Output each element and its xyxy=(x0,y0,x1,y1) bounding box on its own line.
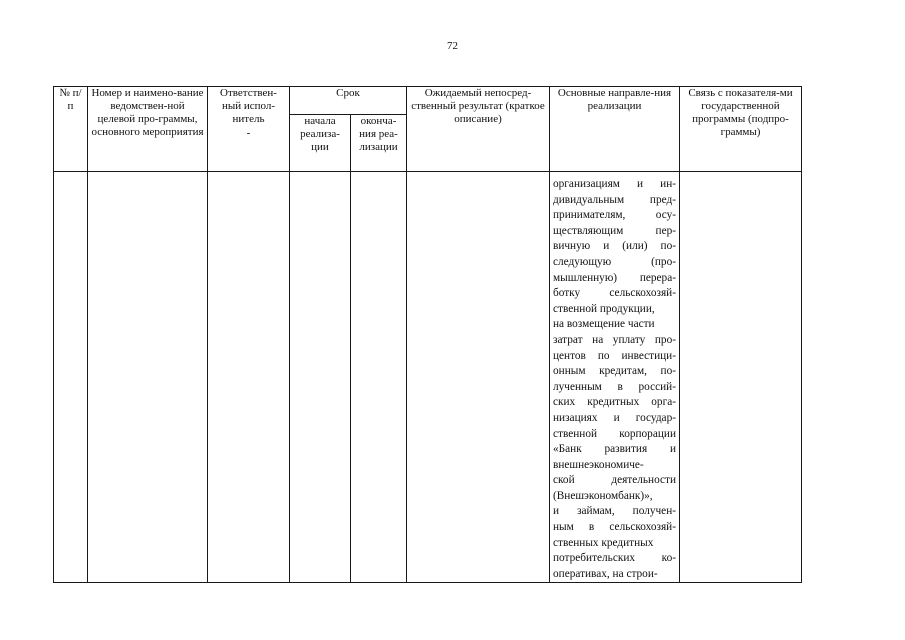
cell-link xyxy=(680,172,802,583)
cell-num xyxy=(54,172,88,583)
directions-line: оперативах, на строи- xyxy=(553,567,658,580)
directions-line: «Банк развития и xyxy=(553,443,676,456)
directions-line: (Внешэкономбанк)», xyxy=(553,489,653,502)
header-end: оконча-ния реа-лизации xyxy=(351,115,407,172)
directions-line: организациям и ин- xyxy=(553,178,676,190)
directions-line: вичную и (или) по- xyxy=(553,240,676,253)
header-result: Ожидаемый непосред-ственный результат (краткое описание) xyxy=(407,87,550,172)
directions-line: ным в сельскохозяй- xyxy=(553,521,676,534)
directions-line: ственной корпорации xyxy=(553,427,676,440)
directions-line: низациях и государ- xyxy=(553,411,676,424)
directions-line: ботку сельскохозяй- xyxy=(553,287,676,300)
header-executor xyxy=(208,87,290,172)
cell-start xyxy=(290,172,351,583)
directions-line: центов по инвестици- xyxy=(553,349,676,362)
directions-line: ских кредитных орга- xyxy=(553,396,676,409)
directions-line: ственной продукции, xyxy=(553,302,655,315)
header-name: Номер и наимено-вание ведомствен-ной целевой про-граммы, основного мероприятия xyxy=(88,87,208,172)
directions-line: следующую (про- xyxy=(553,255,676,268)
directions-line: мышленную) перера- xyxy=(553,271,676,284)
header-directions: Основные направле-ния реализации xyxy=(550,87,680,172)
header-srok: Срок xyxy=(290,87,407,115)
table-row xyxy=(54,172,802,583)
directions-line: затрат на уплату про- xyxy=(553,333,676,346)
directions-line: внешнеэкономиче- xyxy=(553,458,644,471)
page-number: 72 xyxy=(447,40,458,52)
directions-line: онным кредитам, по- xyxy=(553,365,676,378)
directions-line: ществляющим пер- xyxy=(553,224,676,237)
cell-name xyxy=(88,172,208,583)
directions-line: ственных кредитных xyxy=(553,536,654,549)
header-num: № п/п xyxy=(54,87,88,172)
cell-directions xyxy=(550,172,680,583)
header-row-main xyxy=(54,87,802,115)
directions-text xyxy=(553,177,676,582)
cell-executor xyxy=(208,172,290,583)
header-link: Связь с показателя-ми государственной программы (подпро-граммы) xyxy=(680,87,802,172)
program-table xyxy=(53,86,802,583)
executor-dash: - xyxy=(246,127,251,139)
directions-line: потребительских ко- xyxy=(553,552,676,565)
directions-line: дивидуальным пред- xyxy=(553,193,676,206)
cell-end xyxy=(351,172,407,583)
header-start: начала реализа-ции xyxy=(290,115,351,172)
directions-line: и займам, получен- xyxy=(553,505,676,518)
header-executor-label: Ответствен-ный испол-нитель xyxy=(220,87,277,125)
directions-line: лученным в россий- xyxy=(553,380,676,393)
cell-result xyxy=(407,172,550,583)
directions-line: на возмещение части xyxy=(553,318,655,331)
directions-line: принимателям, осу- xyxy=(553,209,676,222)
directions-line: ской деятельности xyxy=(553,474,676,487)
